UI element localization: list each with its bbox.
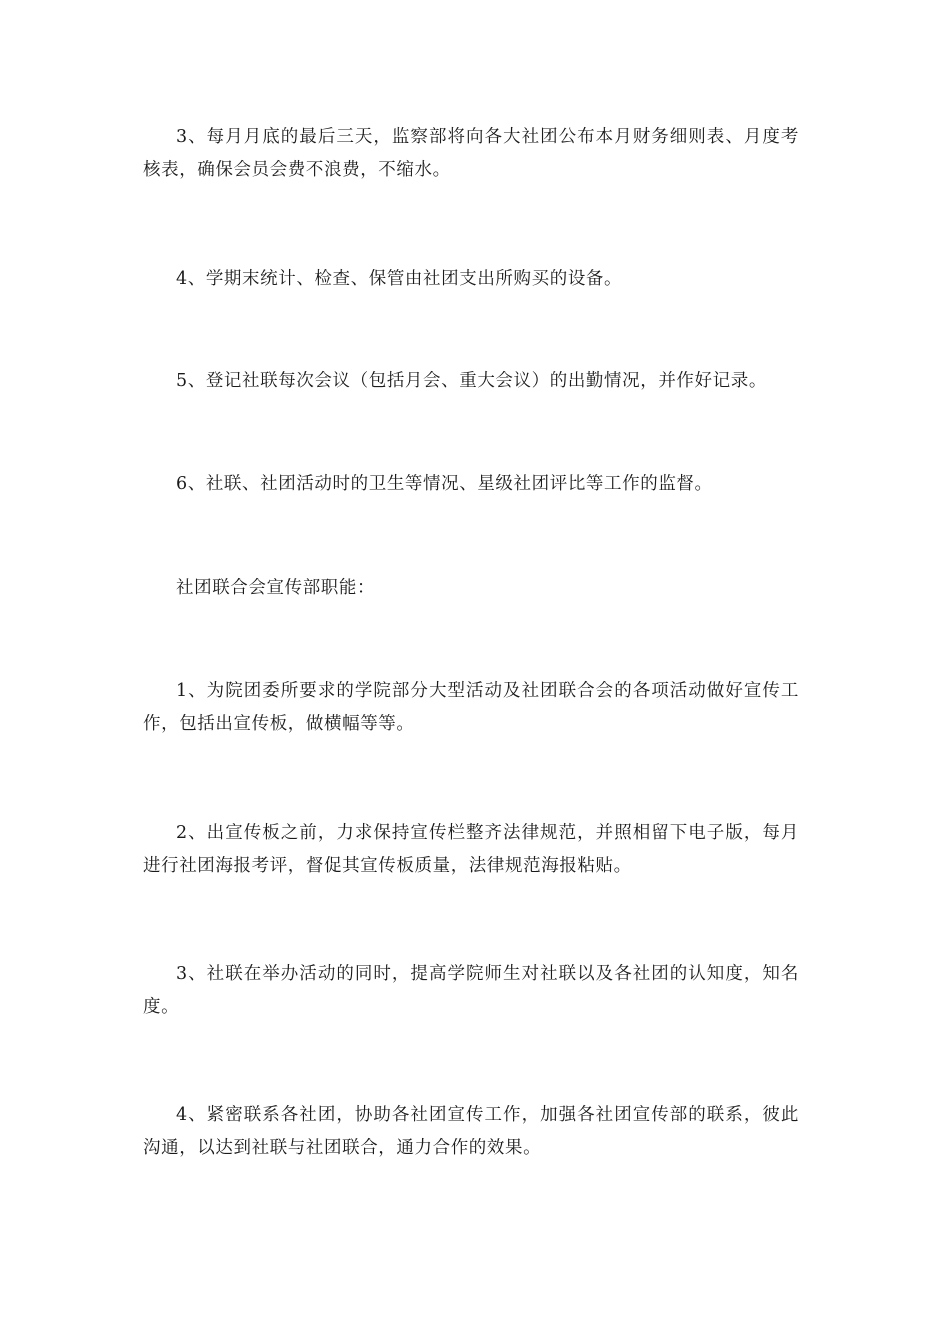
paragraph-publicity-item-1: 1、为院团委所要求的学院部分大型活动及社团联合会的各项活动做好宣传工作，包括出宣传板，做横幅等等。	[143, 681, 799, 734]
paragraph-publicity-item-3: 3、社联在举办活动的同时，提高学院师生对社联以及各社团的认知度，知名度。	[143, 964, 799, 1017]
paragraph-supervision-item-6: 6、社联、社团活动时的卫生等情况、星级社团评比等工作的监督。	[176, 474, 713, 494]
paragraph-supervision-item-3: 3、每月月底的最后三天，监察部将向各大社团公布本月财务细则表、月度考核表，确保会员会费不浪费，不缩水。	[143, 127, 799, 180]
paragraph-publicity-item-4: 4、紧密联系各社团，协助各社团宣传工作，加强各社团宣传部的联系，彼此沟通，以达到社联与社团联合，通力合作的效果。	[143, 1105, 799, 1158]
section-heading-publicity-duties: 社团联合会宣传部职能：	[176, 578, 376, 598]
paragraph-supervision-item-4: 4、学期末统计、检查、保管由社团支出所购买的设备。	[176, 269, 623, 289]
paragraph-supervision-item-5: 5、登记社联每次会议（包括月会、重大会议）的出勤情况，并作好记录。	[176, 371, 767, 391]
paragraph-publicity-item-2: 2、出宣传板之前，力求保持宣传栏整齐法律规范，并照相留下电子版，每月进行社团海报考评，督促其宣传板质量，法律规范海报粘贴。	[143, 823, 799, 876]
